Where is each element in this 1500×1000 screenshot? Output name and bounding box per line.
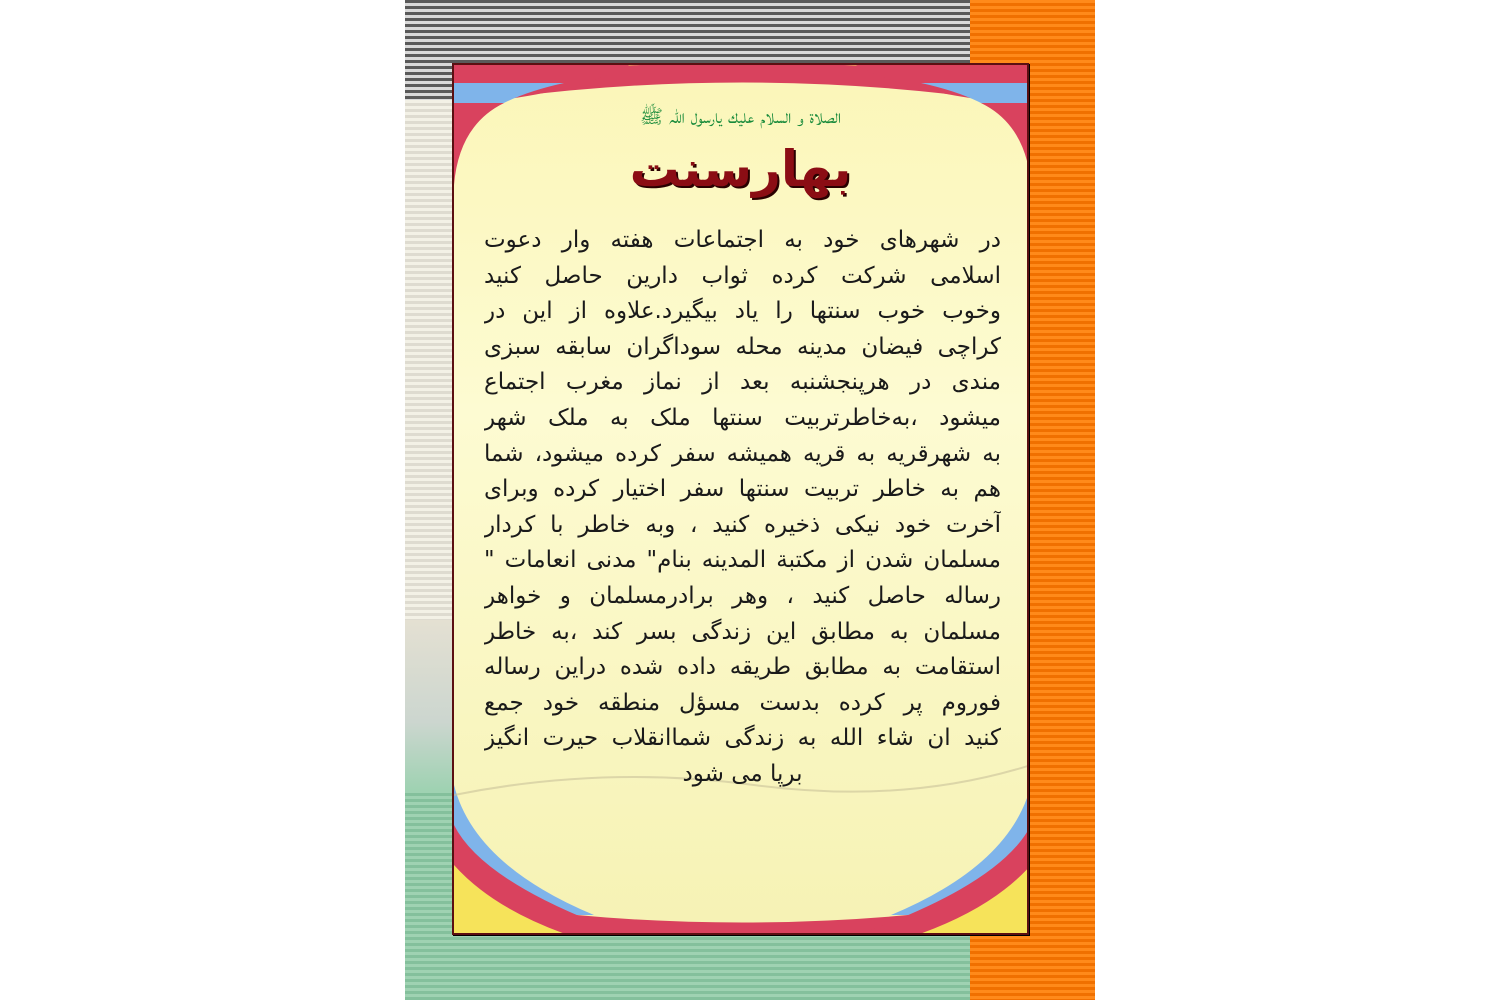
body-line: فوروم پر کرده بدست مسؤل منطقه خود جمع xyxy=(484,689,1001,716)
card-title: بهارسنت xyxy=(629,140,852,198)
body-text xyxy=(484,223,1001,793)
body-line: مسلمان به مطابق این زندگی بسر کند ،به خاطر xyxy=(484,618,1001,645)
body-line: مسلمان شدن از مکتبة المدینه بنام" مدنی انعامات " xyxy=(484,547,1001,574)
body-line: در شهرهای خود به اجتماعات هفته وار دعوت xyxy=(484,227,1001,253)
body-line: وخوب خوب سنتها را یاد بیگیرد.علاوه از این در xyxy=(484,298,1001,325)
salutation-text: الصلاۃ و السلام علیك یارسول اللہ ﷺ xyxy=(640,106,841,128)
body-line: رساله حاصل کنید ، وهر برادرمسلمان و خواهر xyxy=(484,582,1001,609)
body-line: کنید ان شاء الله به زندگی شماانقلاب حیرت انگیز xyxy=(484,725,1001,752)
content-card xyxy=(452,63,1029,935)
body-line: هم به خاطر تربیت سنتها سفر اختیار کرده وبرای xyxy=(484,476,1001,503)
body-line: آخرت خود نیکی ذخیره کنید ، وبه خاطر با کردار xyxy=(484,511,1001,538)
body-line: به شهرقریه به قریه همیشه سفر کرده میشود، شما xyxy=(484,440,1001,467)
body-line-final: برپا می شود xyxy=(682,760,803,787)
body-line: استقامت به مطابق طریقه داده شده دراین رساله xyxy=(484,654,1001,681)
body-line: کراچی فیضان مدینه محله سوداگران سابقه سبزی xyxy=(484,333,1001,360)
body-line: مندی در هرپنجشنبه بعد از نماز مغرب اجتماع xyxy=(484,369,1001,396)
body-line: میشود ،به‌خاطرتربیت سنتها ملک به ملک شهر xyxy=(484,404,1001,431)
body-line: اسلامی شرکت کرده ثواب دارین حاصل کنید xyxy=(484,262,1001,289)
